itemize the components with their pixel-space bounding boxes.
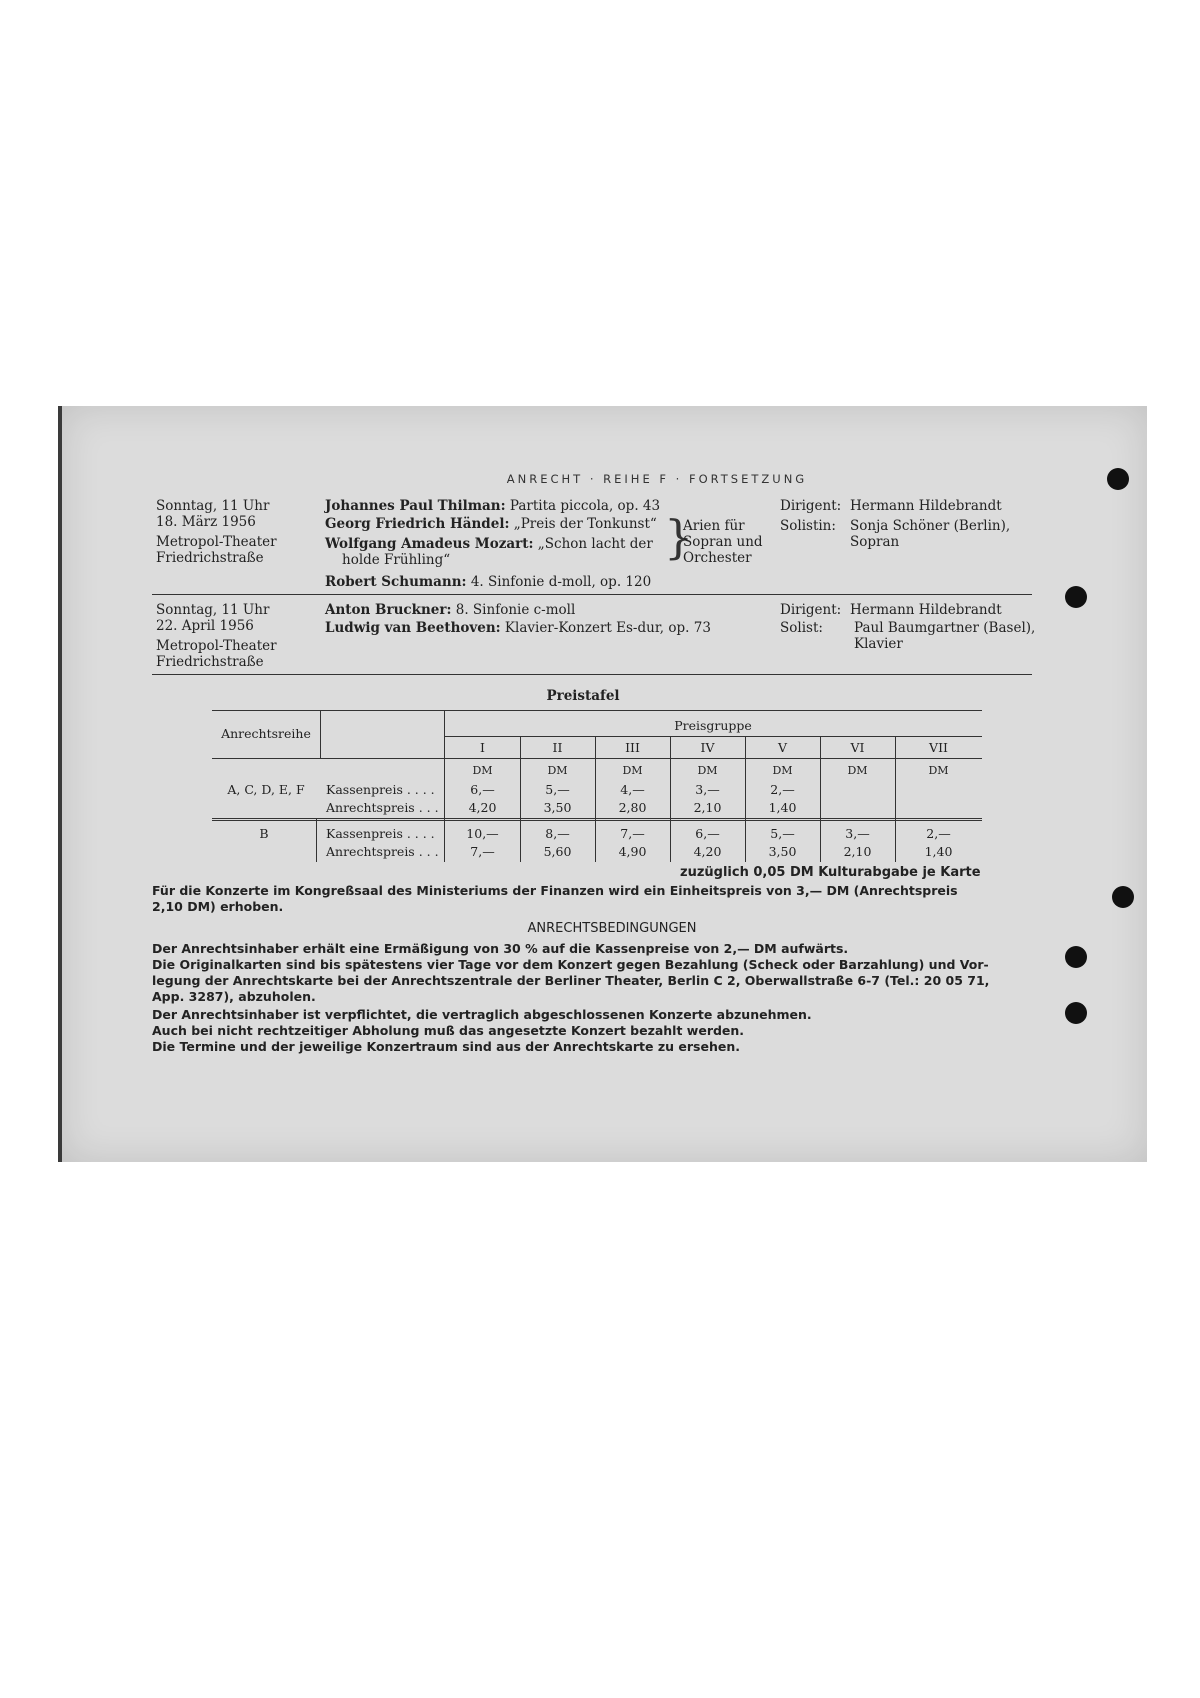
program-line [325,620,711,637]
concert-date-line: 18. März 1956 [156,514,256,530]
composer: Anton Bruckner: [325,602,452,618]
punch-hole [1065,1002,1087,1024]
concert-date-line: Sonntag, 11 Uhr [156,602,270,618]
price-cell: 4,20 [468,800,497,815]
composer: Wolfgang Amadeus Mozart: [325,536,534,552]
price-cell: 2,— [770,782,795,797]
unit-label: DM [547,764,568,777]
performer-name: Sopran [850,534,900,550]
card-header: ANRECHT · REIHE F · FORTSETZUNG [506,472,808,486]
series-label: A, C, D, E, F [227,782,305,797]
brace-note: Orchester [683,550,752,566]
program-line [342,552,450,569]
table-column-header: Anrechtsreihe [221,726,311,741]
table-rule [212,710,982,711]
price-cell: 5,60 [543,844,572,859]
performer-name: Sonja Schöner (Berlin), [850,518,1011,534]
composer: Johannes Paul Thilman: [325,498,506,514]
group-label: V [777,740,788,755]
table-rule [212,818,982,819]
work: „Schon lacht der [537,536,653,552]
divider [152,594,1032,595]
concert-venue-line: Friedrichstraße [156,550,264,566]
scanned-card-photo [58,406,1147,1162]
price-cell: 3,— [695,782,720,797]
performer-name: Hermann Hildebrandt [850,498,1002,514]
concert-venue-line: Metropol-Theater [156,638,277,654]
price-cell: 2,10 [843,844,872,859]
conditions-line: Der Anrechtsinhaber ist verpflichtet, die vertraglich abgeschlossenen Konzerte abzunehmen. [152,1007,812,1022]
price-cell: 3,— [845,826,870,841]
table-rule [212,820,982,821]
punch-hole [1065,586,1087,608]
divider [152,674,1032,675]
program-line [325,602,575,619]
punch-hole [1112,886,1134,908]
performer-role: Dirigent: [780,602,842,618]
performer-role: Solistin: [780,518,836,534]
work: 8. Sinfonie c-moll [455,602,576,618]
performer-name: Paul Baumgartner (Basel), [854,620,1036,636]
conditions-line: App. 3287), abzuholen. [152,989,316,1004]
work: „Preis der Tonkunst“ [513,516,657,532]
price-cell: 4,20 [693,844,722,859]
price-cell: 8,— [545,826,570,841]
price-cell: 1,40 [768,800,797,815]
price-table-title: Preistafel [546,688,620,704]
composer: Robert Schumann: [325,574,467,590]
group-label: III [625,740,640,755]
conditions-title: ANRECHTSBEDINGUNGEN [527,921,697,936]
price-cell: 3,50 [768,844,797,859]
brace-symbol: } [664,510,694,564]
program-line [325,574,651,591]
composer: Georg Friedrich Händel: [325,516,510,532]
group-label: II [552,740,563,755]
price-cell: 7,— [620,826,645,841]
kongress-note-line: 2,10 DM) erhoben. [152,899,284,914]
price-cell: 5,— [770,826,795,841]
price-type-label: Anrechtspreis . . . [326,800,439,815]
concert-date-line: Sonntag, 11 Uhr [156,498,270,514]
punch-hole [1107,468,1129,490]
brace-note: Arien für [683,518,745,534]
price-cell: 7,— [470,844,495,859]
unit-label: DM [772,764,793,777]
unit-label: DM [847,764,868,777]
work: Klavier-Konzert Es-dur, op. 73 [504,620,711,636]
work: 4. Sinfonie d-moll, op. 120 [470,574,652,590]
composer: Ludwig van Beethoven: [325,620,501,636]
table-vrule [316,818,317,862]
concert-venue-line: Metropol-Theater [156,534,277,550]
price-cell: 2,— [926,826,951,841]
kongress-note-line: Für die Konzerte im Kongreßsaal des Ministeriums der Finanzen wird ein Einheitspreis von 3,— DM (Anrechtspreis [152,883,958,898]
price-cell: 6,— [695,826,720,841]
price-type-label: Kassenpreis . . . . [326,826,435,841]
price-cell: 1,40 [924,844,953,859]
conditions-line: Auch bei nicht rechtzeitiger Abholung muß das angesetzte Konzert bezahlt werden. [152,1023,745,1038]
performer-name: Hermann Hildebrandt [850,602,1002,618]
table-rule [444,736,982,737]
concert-venue-line: Friedrichstraße [156,654,264,670]
price-cell: 3,50 [543,800,572,815]
price-type-label: Anrechtspreis . . . [326,844,439,859]
work: holde Frühling“ [342,552,451,568]
price-cell: 2,80 [618,800,647,815]
program-line [325,516,657,533]
punch-hole [1065,946,1087,968]
price-cell: 10,— [466,826,499,841]
conditions-line: Der Anrechtsinhaber erhält eine Ermäßigung von 30 % auf die Kassenpreise von 2,— DM aufwärts. [152,941,849,956]
group-label: I [480,740,485,755]
work: Partita piccola, op. 43 [509,498,661,514]
unit-label: DM [928,764,949,777]
program-line [325,536,653,553]
performer-name: Klavier [854,636,903,652]
performer-role: Dirigent: [780,498,842,514]
surcharge-note: zuzüglich 0,05 DM Kulturabgabe je Karte [680,865,981,880]
table-vrule [320,710,321,758]
conditions-line: legung der Anrechtskarte bei der Anrechtszentrale der Berliner Theater, Berlin C 2, Oberwallstraße 6-7 (Tel.: 20 05 71, [152,973,990,988]
group-label: IV [700,740,715,755]
program-line [325,498,660,515]
unit-label: DM [472,764,493,777]
conditions-line: Die Originalkarten sind bis spätestens vier Tage vor dem Konzert gegen Bezahlung (Scheck oder Barzahlung) und Vor- [152,957,989,972]
table-group-header: Preisgruppe [674,718,752,733]
performer-role: Solist: [780,620,823,636]
subscription-card [62,406,1147,1162]
unit-label: DM [697,764,718,777]
price-cell: 5,— [545,782,570,797]
concert-date-line: 22. April 1956 [156,618,254,634]
price-cell: 4,90 [618,844,647,859]
conditions-line: Die Termine und der jeweilige Konzertraum sind aus der Anrechtskarte zu ersehen. [152,1039,740,1054]
series-label: B [259,826,269,841]
unit-label: DM [622,764,643,777]
table-rule [212,758,982,759]
price-type-label: Kassenpreis . . . . [326,782,435,797]
brace-note: Sopran und [683,534,763,550]
group-label: VI [850,740,865,755]
price-cell: 2,10 [693,800,722,815]
price-cell: 6,— [470,782,495,797]
price-cell: 4,— [620,782,645,797]
group-label: VII [929,740,948,755]
